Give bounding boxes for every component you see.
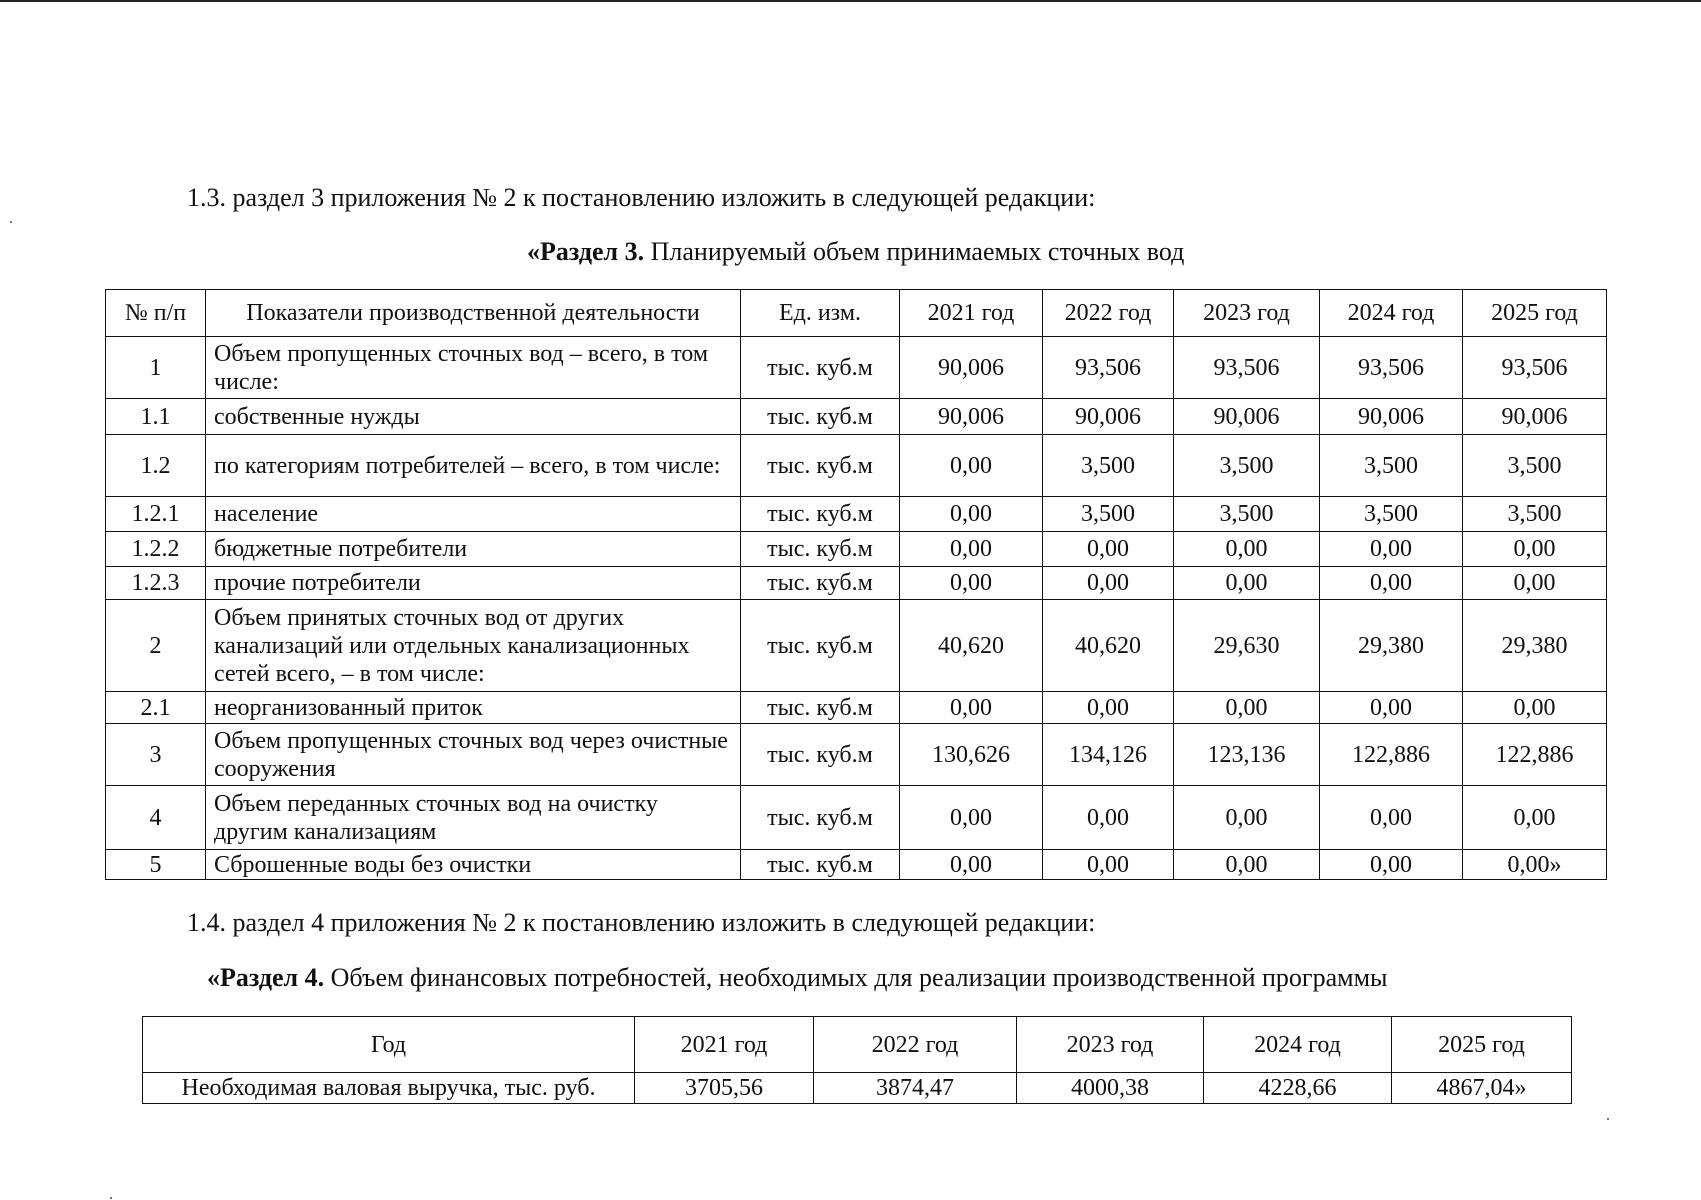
table-row: [106, 337, 1607, 399]
value-2022: 134,126: [1043, 724, 1174, 786]
value-2022: 3,500: [1043, 497, 1174, 532]
value-2025: 3,500: [1463, 435, 1607, 497]
value-2021: 90,006: [900, 399, 1043, 435]
table-row: [106, 786, 1607, 850]
value-2025: 0,00: [1463, 532, 1607, 567]
value-2021: 0,00: [900, 850, 1043, 880]
value-2021: 0,00: [900, 532, 1043, 567]
value-2024: 93,506: [1320, 337, 1463, 399]
value-2023: 0,00: [1174, 567, 1320, 600]
row-num: 1.2.3: [106, 567, 206, 600]
row-num: 1.1: [106, 399, 206, 435]
row-num: 1.2: [106, 435, 206, 497]
table-header-row: [143, 1017, 1572, 1073]
header-num: № п/п: [106, 290, 206, 337]
value-2021: 0,00: [900, 692, 1043, 724]
value-2022: 0,00: [1043, 692, 1174, 724]
value-2025: 29,380: [1463, 600, 1607, 692]
header-2024: 2024 год: [1320, 290, 1463, 337]
value-2025: 0,00: [1463, 786, 1607, 850]
table-row: [106, 399, 1607, 435]
section-4-heading: [207, 963, 1388, 993]
row-num: 2.1: [106, 692, 206, 724]
value-2024: 29,380: [1320, 600, 1463, 692]
value-2025: 0,00: [1463, 567, 1607, 600]
row-num: 1.2.2: [106, 532, 206, 567]
scan-speck: [1607, 1118, 1609, 1120]
table-row: [106, 724, 1607, 786]
value-2025: 0,00: [1463, 692, 1607, 724]
table-section-3: [105, 289, 1607, 880]
value-2023: 3,500: [1174, 435, 1320, 497]
value-2023: 3,500: [1174, 497, 1320, 532]
scan-speck: [110, 1197, 112, 1199]
value-2024: 0,00: [1320, 692, 1463, 724]
row-unit: тыс. куб.м: [741, 435, 900, 497]
value-2024: 90,006: [1320, 399, 1463, 435]
value-2022: 40,620: [1043, 600, 1174, 692]
row-unit: тыс. куб.м: [741, 692, 900, 724]
scan-speck: [10, 221, 12, 223]
value-2023: 90,006: [1174, 399, 1320, 435]
row-unit: тыс. куб.м: [741, 786, 900, 850]
value-2022: 93,506: [1043, 337, 1174, 399]
table-row: [106, 497, 1607, 532]
section-3-heading-text: Планируемый объем принимаемых сточных вод: [644, 237, 1185, 266]
value-2024: 0,00: [1320, 567, 1463, 600]
table-row: [106, 532, 1607, 567]
value-2021: 40,620: [900, 600, 1043, 692]
header-2024: 2024 год: [1204, 1017, 1392, 1073]
row-name: собственные нужды: [206, 399, 741, 435]
value-2021: 0,00: [900, 435, 1043, 497]
table-row: [106, 600, 1607, 692]
row-unit: тыс. куб.м: [741, 532, 900, 567]
value-2023: 0,00: [1174, 786, 1320, 850]
row-num: 4: [106, 786, 206, 850]
value-2025: 0,00»: [1463, 850, 1607, 880]
value-2023: 123,136: [1174, 724, 1320, 786]
table-header-row: [106, 290, 1607, 337]
value-2022: 0,00: [1043, 786, 1174, 850]
row-name: Объем пропущенных сточных вод – всего, в том числе:: [206, 337, 741, 399]
table-section-4: [142, 1016, 1572, 1104]
section-1-4-intro: 1.4. раздел 4 приложения № 2 к постановлению изложить в следующей редакции:: [187, 908, 1096, 937]
row-num: 1: [106, 337, 206, 399]
row-unit: тыс. куб.м: [741, 567, 900, 600]
value-2022: 3,500: [1043, 435, 1174, 497]
header-2021: 2021 год: [900, 290, 1043, 337]
header-indicator: Показатели производственной деятельности: [206, 290, 741, 337]
value-2021: 0,00: [900, 497, 1043, 532]
header-2025: 2025 год: [1463, 290, 1607, 337]
value-2024: 4228,66: [1204, 1073, 1392, 1104]
value-2022: 90,006: [1043, 399, 1174, 435]
section-3-heading-bold: «Раздел 3.: [527, 237, 645, 266]
row-unit: тыс. куб.м: [741, 724, 900, 786]
row-name: население: [206, 497, 741, 532]
header-2022: 2022 год: [814, 1017, 1017, 1073]
row-name: Сброшенные воды без очистки: [206, 850, 741, 880]
value-2025: 4867,04»: [1392, 1073, 1572, 1104]
row-unit: тыс. куб.м: [741, 850, 900, 880]
header-2023: 2023 год: [1174, 290, 1320, 337]
row-name: по категориям потребителей – всего, в том числе:: [206, 435, 741, 497]
row-num: 2: [106, 600, 206, 692]
row-name: Объем пропущенных сточных вод через очистные сооружения: [206, 724, 741, 786]
value-2024: 122,886: [1320, 724, 1463, 786]
table-row: [143, 1073, 1572, 1104]
value-2022: 0,00: [1043, 850, 1174, 880]
row-unit: тыс. куб.м: [741, 399, 900, 435]
row-unit: тыс. куб.м: [741, 600, 900, 692]
row-num: 3: [106, 724, 206, 786]
section-1-3-intro: 1.3. раздел 3 приложения № 2 к постановлению изложить в следующей редакции:: [187, 183, 1096, 212]
value-2023: 4000,38: [1017, 1073, 1204, 1104]
value-2025: 3,500: [1463, 497, 1607, 532]
table-row: [106, 567, 1607, 600]
value-2023: 93,506: [1174, 337, 1320, 399]
header-2023: 2023 год: [1017, 1017, 1204, 1073]
header-year: Год: [143, 1017, 635, 1073]
value-2023: 0,00: [1174, 532, 1320, 567]
value-2023: 0,00: [1174, 692, 1320, 724]
row-num: 5: [106, 850, 206, 880]
value-2022: 0,00: [1043, 532, 1174, 567]
value-2021: 3705,56: [635, 1073, 814, 1104]
value-2025: 122,886: [1463, 724, 1607, 786]
value-2024: 3,500: [1320, 435, 1463, 497]
header-2022: 2022 год: [1043, 290, 1174, 337]
value-2024: 3,500: [1320, 497, 1463, 532]
row-unit: тыс. куб.м: [741, 497, 900, 532]
value-2025: 93,506: [1463, 337, 1607, 399]
value-2024: 0,00: [1320, 786, 1463, 850]
value-2021: 0,00: [900, 567, 1043, 600]
value-2025: 90,006: [1463, 399, 1607, 435]
row-name: прочие потребители: [206, 567, 741, 600]
header-2025: 2025 год: [1392, 1017, 1572, 1073]
top-border-line: [0, 0, 1701, 2]
header-unit: Ед. изм.: [741, 290, 900, 337]
row-num: 1.2.1: [106, 497, 206, 532]
value-2023: 29,630: [1174, 600, 1320, 692]
section-4-heading-text: Объем финансовых потребностей, необходимых для реализации производственной программы: [324, 963, 1388, 992]
section-3-heading: [527, 237, 1184, 267]
table-row: [106, 850, 1607, 880]
value-2021: 0,00: [900, 786, 1043, 850]
row-label: Необходимая валовая выручка, тыс. руб.: [143, 1073, 635, 1104]
row-name: бюджетные потребители: [206, 532, 741, 567]
value-2021: 130,626: [900, 724, 1043, 786]
row-name: Объем принятых сточных вод от других канализаций или отдельных канализационных сетей всего, – в том числе:: [206, 600, 741, 692]
value-2024: 0,00: [1320, 532, 1463, 567]
row-unit: тыс. куб.м: [741, 337, 900, 399]
row-name: неорганизованный приток: [206, 692, 741, 724]
value-2022: 0,00: [1043, 567, 1174, 600]
section-4-heading-bold: «Раздел 4.: [207, 963, 325, 992]
row-name: Объем переданных сточных вод на очистку другим канализациям: [206, 786, 741, 850]
value-2023: 0,00: [1174, 850, 1320, 880]
value-2022: 3874,47: [814, 1073, 1017, 1104]
value-2024: 0,00: [1320, 850, 1463, 880]
header-2021: 2021 год: [635, 1017, 814, 1073]
table-row: [106, 692, 1607, 724]
value-2021: 90,006: [900, 337, 1043, 399]
table-row: [106, 435, 1607, 497]
